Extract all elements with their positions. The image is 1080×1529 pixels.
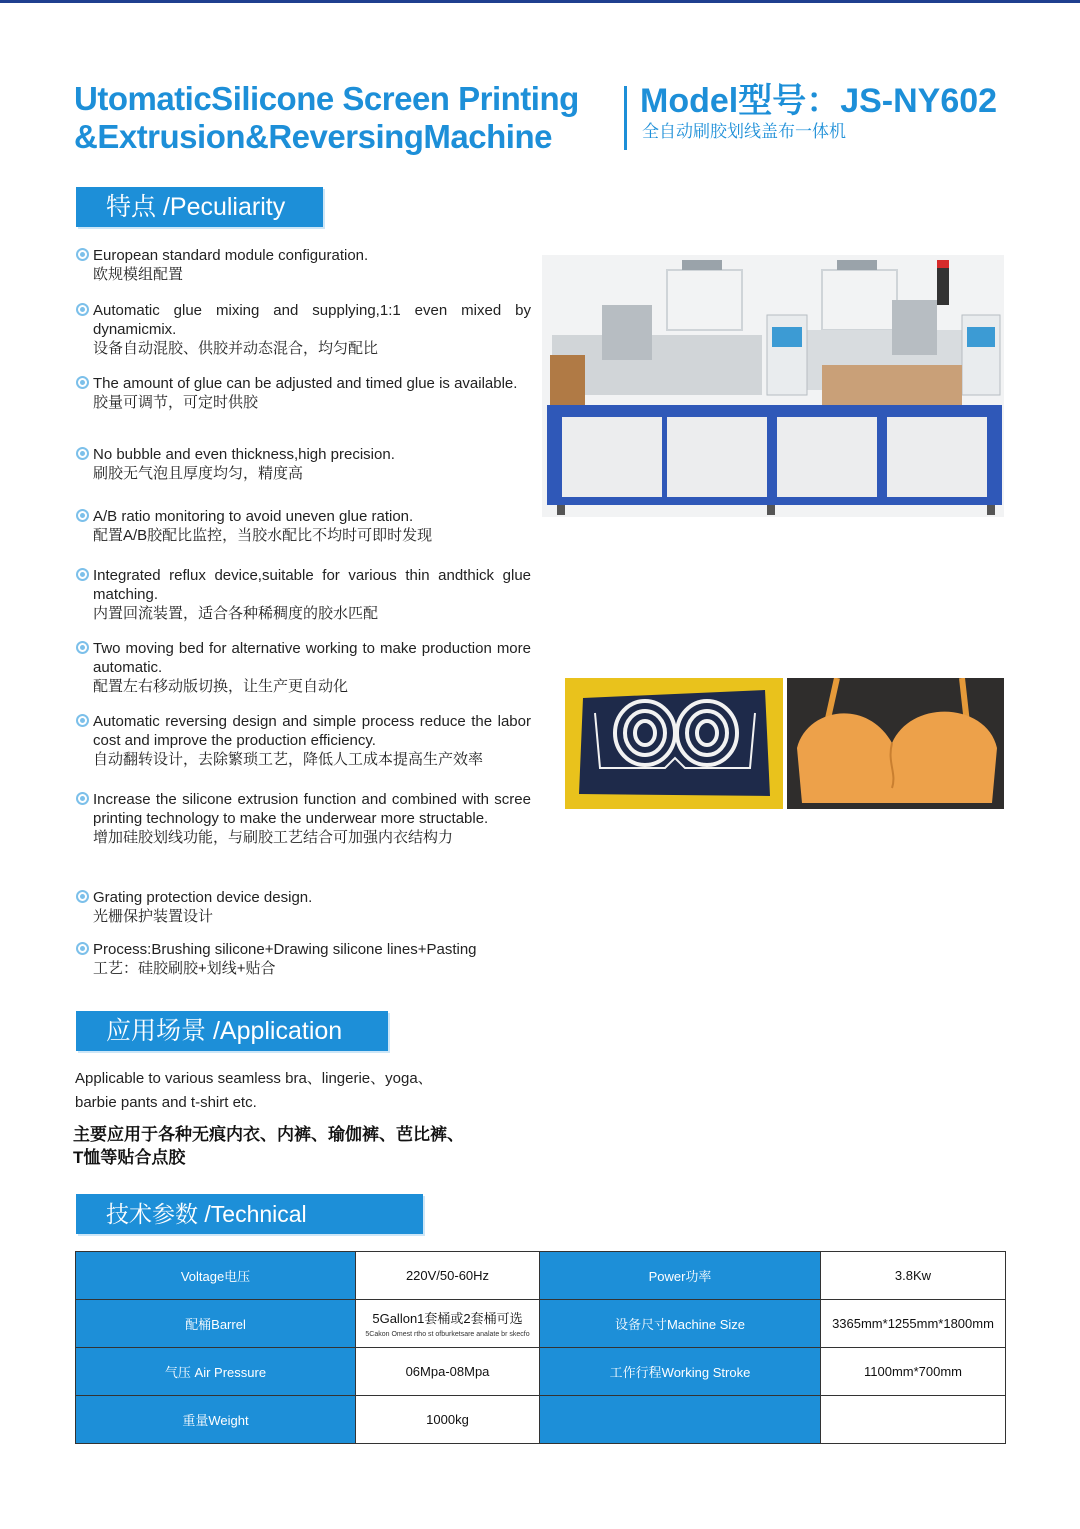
feature-cn: 内置回流装置，适合各种稀稠度的胶水匹配 (93, 605, 379, 622)
circle-bullet-icon (76, 509, 89, 522)
param-key: 配桶Barrel (76, 1300, 356, 1348)
feature-cn: 光栅保护装置设计 (93, 908, 214, 925)
table-row (76, 1396, 1006, 1444)
feature-cn: 自动翻转设计，去除繁琐工艺，降低人工成本提高生产效率 (93, 751, 484, 768)
param-note: 5Cakon Omest rtho st ofburketsare analate br skecfo (365, 1331, 530, 1338)
printed-bra-illustration (565, 678, 783, 809)
feature-cn: 配置左右移动版切换，让生产更自动化 (93, 678, 349, 695)
param-key: 重量Weight (76, 1396, 356, 1444)
feature-cn: 增加硅胶划线功能，与刷胶工艺结合可加强内衣结构力 (93, 829, 454, 846)
feature-en: No bubble and even thickness,high precision. (93, 446, 395, 463)
feature-en: Two moving bed for alternative working to make production more automatic. (93, 640, 531, 676)
technical-parameters-table (75, 1251, 1006, 1444)
circle-bullet-icon (76, 792, 89, 805)
application-cn-line1: 主要应用于各种无痕内衣、内裤、瑜伽裤、芭比裤、 (73, 1125, 464, 1144)
circle-bullet-icon (76, 641, 89, 654)
machine-photo (542, 255, 1004, 517)
feature-en: Process:Brushing silicone+Drawing silicone lines+Pasting (93, 941, 477, 958)
feature-item (76, 790, 531, 847)
model-chinese-name: 全自动刷胶划线盖布一体机 (642, 122, 846, 141)
machine-illustration (542, 255, 1004, 517)
section-application-label: 应用场景 /Application (106, 1017, 343, 1045)
product-title-line2: &Extrusion&ReversingMachine (74, 118, 552, 155)
circle-bullet-icon (76, 248, 89, 261)
feature-item (76, 566, 531, 623)
feature-cn: 胶量可调节，可定时供胶 (93, 394, 259, 411)
param-value: 3365mm*1255mm*1800mm (821, 1300, 1006, 1348)
param-key: Power功率 (540, 1252, 821, 1300)
param-key: Voltage电压 (76, 1252, 356, 1300)
title-divider (624, 86, 627, 150)
feature-en: Automatic glue mixing and supplying,1:1 even mixed by dynamicmix. (93, 302, 531, 338)
circle-bullet-icon (76, 890, 89, 903)
feature-item (76, 445, 531, 483)
section-peculiarity-label: 特点 /Peculiarity (106, 193, 286, 221)
table-row (76, 1252, 1006, 1300)
feature-item (76, 888, 531, 926)
param-value: 220V/50-60Hz (356, 1252, 540, 1300)
param-value: 06Mpa-08Mpa (356, 1348, 540, 1396)
feature-item (76, 374, 531, 412)
param-value-cell (356, 1300, 540, 1348)
application-cn-line2: T恤等贴合点胶 (73, 1148, 186, 1167)
param-key-empty (540, 1396, 821, 1444)
feature-cn: 欧规模组配置 (93, 266, 184, 283)
product-title (74, 80, 619, 156)
feature-cn: 设备自动混胶、供胶并动态混合，均匀配比 (93, 340, 379, 357)
application-en-line1: Applicable to various seamless bra、lingerie、yoga、 (75, 1070, 433, 1087)
param-value: 5Gallon1套桶或2套桶可选 (372, 1311, 523, 1326)
param-value: 3.8Kw (821, 1252, 1006, 1300)
feature-en: European standard module configuration. (93, 247, 369, 264)
feature-item (76, 712, 531, 769)
seamless-bra-illustration (787, 678, 1004, 809)
circle-bullet-icon (76, 376, 89, 389)
param-value: 1100mm*700mm (821, 1348, 1006, 1396)
section-peculiarity-heading (76, 187, 323, 227)
param-key: 气压 Air Pressure (76, 1348, 356, 1396)
param-value: 1000kg (356, 1396, 540, 1444)
feature-cn: 刷胶无气泡且厚度均匀，精度高 (93, 465, 304, 482)
circle-bullet-icon (76, 568, 89, 581)
param-key: 设备尺寸Machine Size (540, 1300, 821, 1348)
printed-bra-photo (565, 678, 783, 809)
param-key: 工作行程Working Stroke (540, 1348, 821, 1396)
section-technical-heading (76, 1194, 423, 1234)
circle-bullet-icon (76, 714, 89, 727)
feature-en: Increase the silicone extrusion function and combined with scree printing technology to make the underwear more structable. (93, 791, 531, 827)
feature-en: The amount of glue can be adjusted and timed glue is available. (93, 375, 518, 392)
section-technical-label: 技术参数 /Technical (106, 1201, 307, 1227)
feature-item (76, 507, 531, 545)
feature-en: A/B ratio monitoring to avoid uneven glue ration. (93, 508, 414, 525)
circle-bullet-icon (76, 303, 89, 316)
section-application-heading (76, 1011, 388, 1051)
application-chinese (73, 1123, 543, 1169)
feature-cn: 配置A/B胶配比监控，当胶水配比不均时可即时发现 (93, 527, 433, 544)
circle-bullet-icon (76, 942, 89, 955)
feature-item (76, 246, 531, 284)
application-english (75, 1067, 495, 1115)
model-number: Model型号：JS-NY602 (640, 82, 998, 120)
feature-en: Automatic reversing design and simple process reduce the labor cost and improve the production efficiency. (93, 713, 531, 749)
param-value-empty (821, 1396, 1006, 1444)
feature-item (76, 301, 531, 358)
feature-item (76, 940, 531, 978)
feature-en: Integrated reflux device,suitable for various thin andthick glue matching. (93, 567, 531, 603)
feature-en: Grating protection device design. (93, 889, 313, 906)
application-en-line2: barbie pants and t-shirt etc. (75, 1094, 257, 1111)
top-border-line (0, 0, 1080, 3)
seamless-bra-photo (787, 678, 1004, 809)
feature-cn: 工艺：硅胶刷胶+划线+贴合 (93, 960, 276, 977)
table-row (76, 1348, 1006, 1396)
table-row (76, 1300, 1006, 1348)
product-title-line1: UtomaticSilicone Screen Printing (74, 80, 579, 117)
circle-bullet-icon (76, 447, 89, 460)
feature-item (76, 639, 531, 696)
